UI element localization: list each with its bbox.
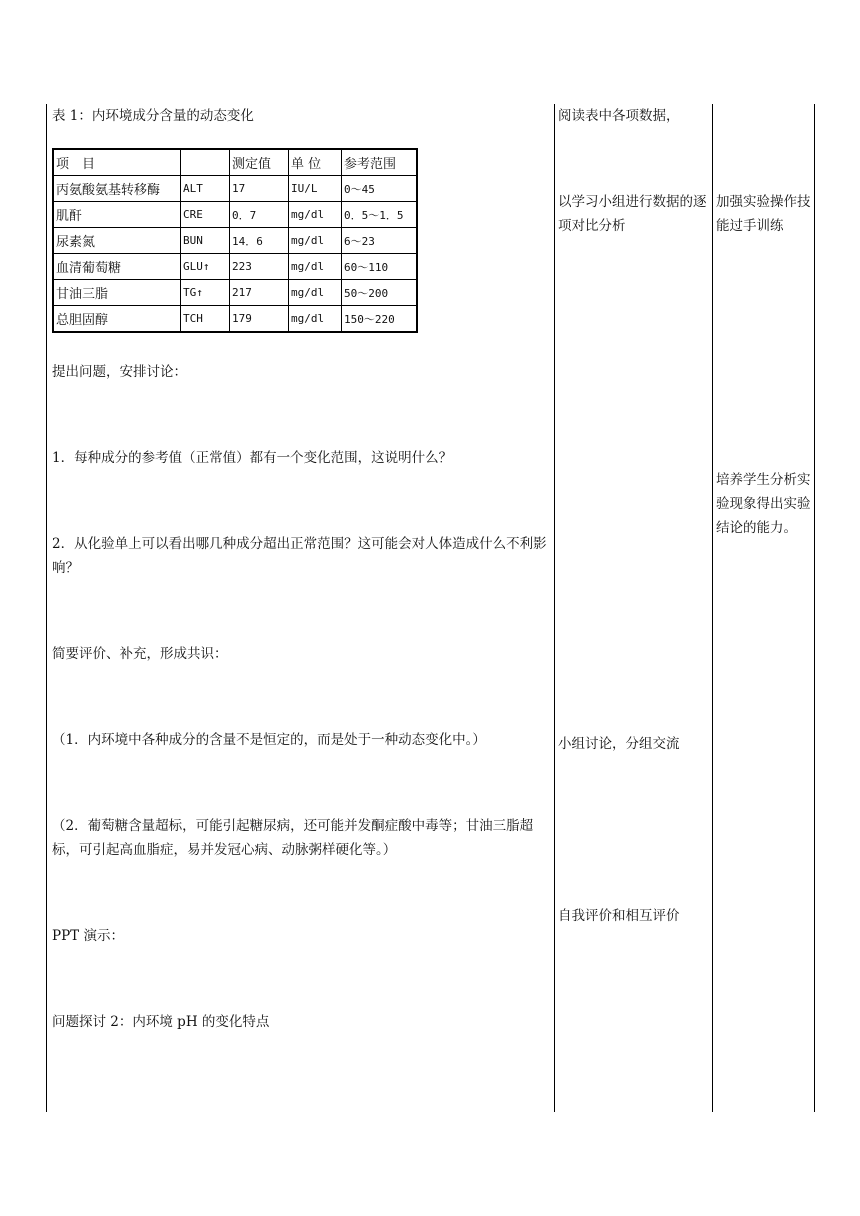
cell-range: 50～200 (342, 280, 418, 306)
cell-code: BUN (181, 228, 230, 254)
cell-unit: mg/dl (289, 254, 342, 280)
student-activity-2: 以学习小组进行数据的逐项对比分析 (558, 194, 707, 234)
ppt-demo-label: PPT 演示： (52, 928, 124, 944)
header-unit: 单 位 (289, 149, 342, 176)
cell-range: 60～110 (342, 254, 418, 280)
cell-item: 尿素氮 (53, 228, 181, 254)
table-header-row (53, 149, 417, 176)
cell-item: 总胆固醇 (53, 306, 181, 333)
cell-item: 血清葡萄糖 (53, 254, 181, 280)
cell-value: 223 (230, 254, 289, 280)
column-border-left (46, 104, 47, 1112)
table-row (53, 176, 417, 202)
cell-unit: IU/L (289, 176, 342, 202)
cell-range: 6～23 (342, 228, 418, 254)
design-intent-2: 培养学生分析实验现象得出实验结论的能力。 (716, 472, 811, 536)
table-caption: 表 1：内环境成分含量的动态变化 (52, 108, 254, 124)
answer-1: （1．内环境中各种成分的含量不是恒定的，而是处于一种动态变化中。） (52, 732, 486, 748)
topic-2-heading: 问题探讨 2：内环境 pH 的变化特点 (52, 1014, 270, 1030)
cell-item: 肌酐 (53, 202, 181, 228)
cell-value: 217 (230, 280, 289, 306)
cell-value: 17 (230, 176, 289, 202)
cell-range: 0．5～1．5 (342, 202, 418, 228)
cell-item: 丙氨酸氨基转移酶 (53, 176, 181, 202)
column-border-3 (712, 104, 713, 1112)
answer-2: （2．葡萄糖含量超标，可能引起糖尿病，还可能并发酮症酸中毒等；甘油三脂超标，可引起高血脂症，易并发冠心病、动脉粥样硬化等。） (52, 818, 534, 858)
question-1: 1．每种成分的参考值（正常值）都有一个变化范围，这说明什么？ (52, 450, 453, 466)
cell-code: CRE (181, 202, 230, 228)
cell-value: 14．6 (230, 228, 289, 254)
cell-unit: mg/dl (289, 306, 342, 333)
table-row (53, 202, 417, 228)
header-value: 测定值 (230, 149, 289, 176)
table-row (53, 306, 417, 333)
cell-code: GLU↑ (181, 254, 230, 280)
cell-value: 0．7 (230, 202, 289, 228)
cell-code: TCH (181, 306, 230, 333)
table-row (53, 280, 417, 306)
header-code (181, 149, 230, 176)
cell-range: 0～45 (342, 176, 418, 202)
student-activity-3: 小组讨论，分组交流 (558, 736, 680, 752)
lab-results-table (52, 148, 418, 333)
table-row (53, 228, 417, 254)
cell-unit: mg/dl (289, 280, 342, 306)
cell-code: ALT (181, 176, 230, 202)
cell-range: 150～220 (342, 306, 418, 333)
student-activity-1: 阅读表中各项数据， (558, 108, 680, 124)
cell-item: 甘油三脂 (53, 280, 181, 306)
student-activity-4: 自我评价和相互评价 (558, 908, 680, 924)
cell-value: 179 (230, 306, 289, 333)
table-row (53, 254, 417, 280)
column-border-2 (554, 104, 555, 1112)
question-2: 2．从化验单上可以看出哪几种成分超出正常范围？这可能会对人体造成什么不利影响？ (52, 536, 547, 576)
discussion-prompt: 提出问题，安排讨论： (52, 364, 187, 380)
cell-code: TG↑ (181, 280, 230, 306)
header-range: 参考范围 (342, 149, 418, 176)
consensus-prompt: 简要评价、补充，形成共识： (52, 646, 228, 662)
design-intent-1: 加强实验操作技能过手训练 (716, 194, 811, 234)
header-item: 项 目 (53, 149, 181, 176)
column-border-right (814, 104, 815, 1112)
cell-unit: mg/dl (289, 202, 342, 228)
cell-unit: mg/dl (289, 228, 342, 254)
